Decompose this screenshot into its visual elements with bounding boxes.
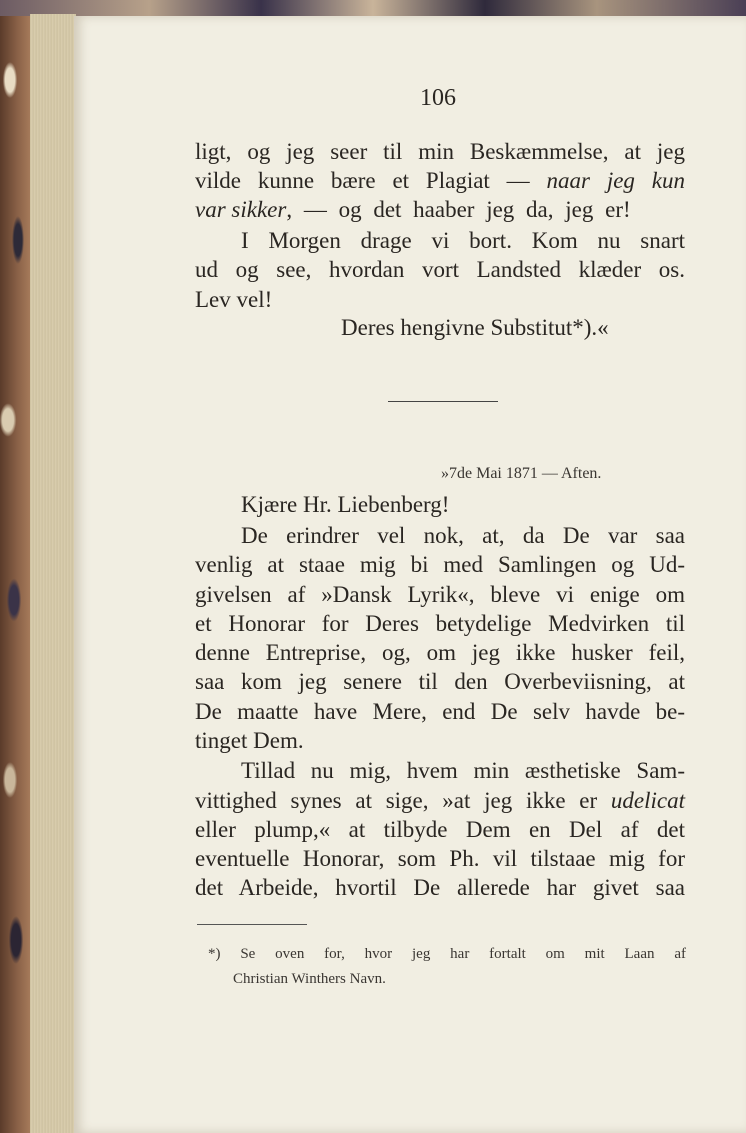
body-line-7: De maatte have Mere, end De selv havde be- — [195, 699, 685, 724]
text-line-1: ligt, og jeg seer til min Beskæmmelse, at jeg — [195, 139, 685, 164]
dateline: »7de Mai 1871 — Aften. — [441, 465, 602, 482]
footnote-line-2: Christian Winthers Navn. — [233, 971, 386, 987]
body-line-13: det Arbeide, hvortil De allerede har givet saa — [195, 875, 685, 900]
body-line-9: Tillad nu mig, hvem min æsthetiske Sam- — [241, 758, 685, 783]
section-divider — [388, 401, 498, 402]
book-binding-edge — [0, 0, 30, 1133]
footnote-line-1: *) Se oven for, hvor jeg har fortalt om mit Laan af — [208, 946, 686, 962]
body-line-12: eventuelle Honorar, som Ph. vil tilstaae mig for — [195, 846, 685, 871]
text-line-2: vilde kunne bære et Plagiat — naar jeg kun — [195, 168, 685, 193]
body-line-8: tinget Dem. — [195, 728, 304, 753]
gilt-page-edges — [30, 14, 76, 1133]
body-line-3: givelsen af »Dansk Lyrik«, bleve vi enige om — [195, 582, 685, 607]
page-number: 106 — [420, 85, 456, 111]
footnote-divider — [197, 924, 307, 925]
body-line-6: saa kom jeg senere til den Overbeviisning, at — [195, 669, 685, 694]
marbled-top-edge — [0, 0, 746, 16]
text-line-4: I Morgen drage vi bort. Kom nu snart — [241, 228, 685, 253]
text-line-5: ud og see, hvordan vort Landsted klæder os. — [195, 257, 685, 282]
body-line-11: eller plump,« at tilbyde Dem en Del af det — [195, 817, 685, 842]
body-line-4: et Honorar for Deres betydelige Medvirken til — [195, 611, 685, 636]
body-line-1: De erindrer vel nok, at, da De var saa — [241, 523, 685, 548]
salutation: Kjære Hr. Liebenberg! — [241, 492, 450, 517]
text-line-3: var sikker, — og det haaber jeg da, jeg er! — [195, 197, 631, 222]
body-line-5: denne Entreprise, og, om jeg ikke husker feil, — [195, 640, 685, 665]
body-line-2: venlig at staae mig bi med Samlingen og Ud- — [195, 552, 685, 577]
text-line-6: Lev vel! — [195, 287, 273, 312]
letter-signature: Deres hengivne Substitut*).« — [341, 315, 609, 340]
body-line-10: vittighed synes at sige, »at jeg ikke er udelicat — [195, 788, 685, 813]
